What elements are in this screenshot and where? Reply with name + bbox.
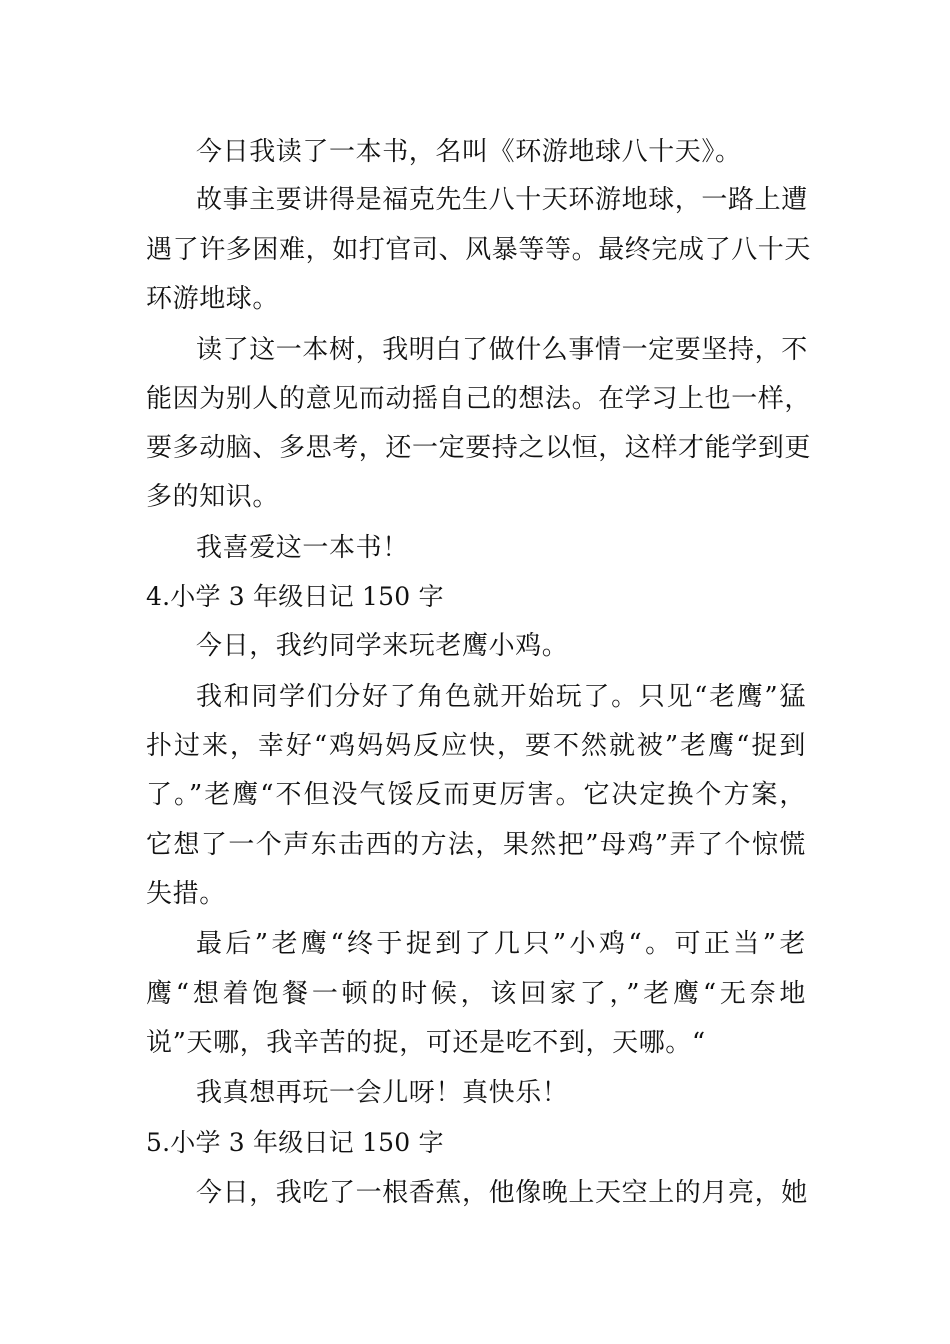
paragraph-game-play-line-5: 失措。 (146, 879, 226, 909)
paragraph-game-end-line-3: 说”天哪，我辛苦的捉，可还是吃不到，天哪。“ (146, 1028, 706, 1058)
paragraph-book-intro: 今日我读了一本书，名叫《环游地球八十天》。 (196, 137, 742, 167)
paragraph-game-end-line-1: 最后”老鹰“终于捉到了几只”小鸡“。可正当”老 (196, 929, 806, 959)
paragraph-closing-book: 我喜爱这一本书！ (196, 533, 409, 563)
paragraph-reflection-line-2: 能因为别人的意见而动摇自己的想法。在学习上也一样， (146, 384, 812, 414)
paragraph-game-play-line-3: 了。”老鹰“不但没气馁反而更厉害。它决定换个方案， (146, 780, 806, 810)
paragraph-banana-line-1: 今日，我吃了一根香蕉，他像晚上天空上的月亮，她 (196, 1178, 808, 1208)
paragraph-game-play-line-2: 扑过来，幸好“鸡妈妈反应快，要不然就被”老鹰“捉到 (146, 731, 806, 761)
paragraph-reflection-line-1: 读了这一本树，我明白了做什么事情一定要坚持，不 (196, 335, 808, 365)
paragraph-game-end-line-2: 鹰“想着饱餐一顿的时候，该回家了，”老鹰“无奈地 (146, 979, 806, 1009)
paragraph-game-feeling: 我真想再玩一会儿呀！真快乐！ (196, 1078, 569, 1108)
section-4-heading: 4.小学 3 年级日记 150 字 (146, 582, 444, 611)
paragraph-game-intro: 今日，我约同学来玩老鹰小鸡。 (196, 631, 569, 661)
paragraph-story-summary-line-1: 故事主要讲得是福克先生八十天环游地球，一路上遭 (196, 185, 808, 215)
paragraph-story-summary-line-2: 遇了许多困难，如打官司、风暴等等。最终完成了八十天 (146, 235, 812, 265)
paragraph-story-summary-line-3: 环游地球。 (146, 284, 280, 314)
paragraph-game-play-line-1: 我和同学们分好了角色就开始玩了。只见“老鹰”猛 (196, 682, 806, 712)
paragraph-reflection-line-4: 多的知识。 (146, 482, 280, 512)
paragraph-game-play-line-4: 它想了一个声东击西的方法，果然把”母鸡”弄了个惊慌 (146, 830, 806, 860)
section-5-heading: 5.小学 3 年级日记 150 字 (146, 1128, 444, 1157)
paragraph-reflection-line-3: 要多动脑、多思考，还一定要持之以恒，这样才能学到更 (146, 433, 812, 463)
